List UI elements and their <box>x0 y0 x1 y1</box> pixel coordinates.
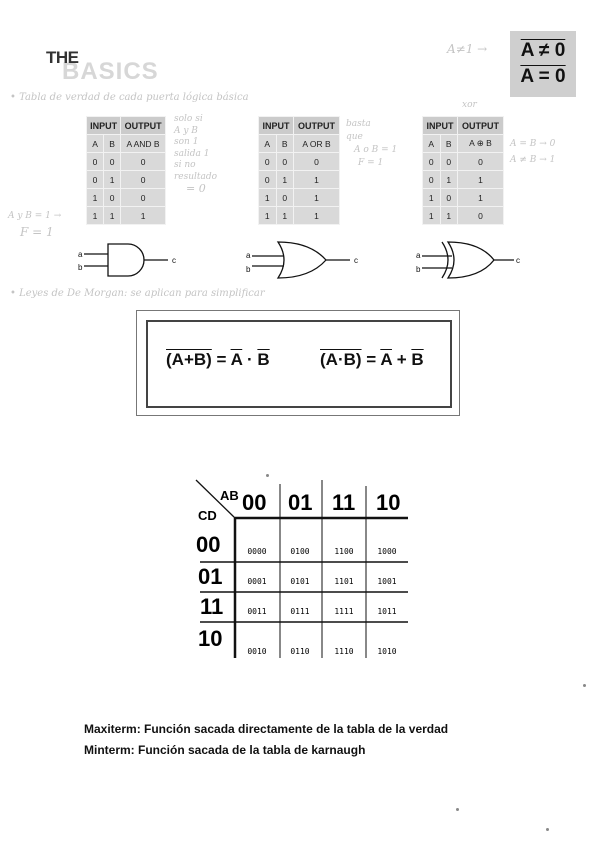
input-header: INPUT <box>423 117 458 135</box>
cell: 0 <box>121 153 166 171</box>
table-row <box>259 171 340 189</box>
col-a: A <box>87 135 104 153</box>
kmap-cell: 0110 <box>290 647 310 656</box>
gate-input-b-label: b <box>78 263 83 272</box>
note-line: solo si <box>174 114 203 124</box>
table-row <box>87 189 166 207</box>
xor-top-note: xor <box>462 100 477 110</box>
eq1-rhs-b: $\overline{B}$ <box>257 350 270 369</box>
kmap-cell: 1011 <box>377 607 397 616</box>
maxiterm-definition: Maxiterm: Función sacada directamente de la tabla de la verdad <box>84 722 449 736</box>
cell: 0 <box>276 189 294 207</box>
table-row <box>259 207 340 225</box>
or-gate-diagram <box>240 236 370 282</box>
scan-speck <box>546 828 549 831</box>
not-box-line2: A = 0 <box>520 66 566 87</box>
cell: 1 <box>87 189 104 207</box>
eq2-equals: = <box>366 350 377 369</box>
kmap-cell: 0001 <box>247 577 267 586</box>
kmap-cell: 1010 <box>377 647 397 656</box>
note-line: resultado <box>174 171 218 182</box>
kmap-cell: 1110 <box>334 647 354 656</box>
output-header: OUTPUT <box>458 117 504 135</box>
header-scribble: A≠1 → <box>447 42 488 56</box>
eq1-equals: = <box>216 350 227 369</box>
and-gate-diagram <box>70 236 190 282</box>
output-header: OUTPUT <box>121 117 166 135</box>
note-line: A y B = 1 → <box>8 211 62 221</box>
cell: 1 <box>294 171 340 189</box>
gates-scribble: • Leyes de De Morgan: se aplican para simplificar <box>10 288 265 299</box>
kmap-col-header: 01 <box>288 490 313 515</box>
note-line: salida 1 <box>174 148 210 159</box>
and-left-note <box>8 208 61 240</box>
scan-speck <box>266 474 269 477</box>
note-line: A y B <box>174 125 198 136</box>
kmap-cd-label: CD <box>198 508 217 523</box>
xor-side-note <box>510 136 555 168</box>
table-header-row <box>87 117 166 135</box>
kmap-col-header: 10 <box>376 490 401 515</box>
kmap-cell: 0100 <box>290 547 310 556</box>
note-line: = 0 <box>186 182 206 195</box>
col-output: A OR B <box>294 135 340 153</box>
input-header: INPUT <box>87 117 121 135</box>
cell: 0 <box>440 153 458 171</box>
col-b: B <box>104 135 121 153</box>
col-a: A <box>423 135 441 153</box>
demorgan-law-2 <box>320 350 424 370</box>
cell: 1 <box>423 207 441 225</box>
note-line: F = 1 <box>358 158 384 168</box>
gate-input-a-label: a <box>416 251 421 260</box>
kmap-col-header: 11 <box>332 490 356 515</box>
cell: 0 <box>121 189 166 207</box>
title-the: THE <box>46 48 79 67</box>
cell: 1 <box>104 207 121 225</box>
kmap-cell: 0010 <box>247 647 267 656</box>
cell: 0 <box>276 153 294 171</box>
table-col-row <box>87 135 166 153</box>
and-truth-table <box>86 116 166 225</box>
table-row <box>259 189 340 207</box>
eq1-dot: · <box>246 350 253 369</box>
cell: 1 <box>104 171 121 189</box>
table-row <box>87 207 166 225</box>
cell: 1 <box>294 207 340 225</box>
and-gate-icon <box>108 244 144 276</box>
gate-input-b-label: b <box>416 265 421 274</box>
kmap-cell: 1001 <box>377 577 397 586</box>
cell: 0 <box>104 153 121 171</box>
col-b: B <box>440 135 458 153</box>
demorgan-law-1 <box>166 350 270 370</box>
table-col-row <box>423 135 504 153</box>
cell: 1 <box>440 207 458 225</box>
note-line: son 1 <box>174 137 199 147</box>
cell: 0 <box>259 153 277 171</box>
kmap-cell: 0101 <box>290 577 310 586</box>
cell: 0 <box>458 207 504 225</box>
note-line: F = 1 <box>20 225 54 239</box>
eq2-rhs-b: $\overline{B}$ <box>411 350 424 369</box>
cell: 0 <box>87 153 104 171</box>
kmap-row-header: 10 <box>198 626 223 651</box>
gate-output-label: c <box>516 256 520 265</box>
gate-output-label: c <box>172 256 176 265</box>
xor-truth-table <box>422 116 504 225</box>
table-row <box>259 153 340 171</box>
table-row <box>423 171 504 189</box>
col-output: A AND B <box>121 135 166 153</box>
not-box-line1: A ≠ 0 <box>520 40 566 61</box>
cell: 0 <box>423 153 441 171</box>
kmap-cell: 1111 <box>334 607 354 616</box>
gate-input-a-label: a <box>78 250 83 259</box>
cell: 1 <box>121 207 166 225</box>
or-side-note <box>346 118 397 170</box>
cell: 0 <box>104 189 121 207</box>
or-gate-icon <box>278 242 326 278</box>
gate-input-a-label: a <box>246 251 251 260</box>
cell: 1 <box>423 189 441 207</box>
eq2-plus: + <box>396 350 407 369</box>
table-row <box>87 153 166 171</box>
cell: 1 <box>440 171 458 189</box>
cell: 1 <box>259 207 277 225</box>
eq1-lhs: (A+B) <box>166 350 212 369</box>
cell: 0 <box>440 189 458 207</box>
cell: 1 <box>458 189 504 207</box>
output-header: OUTPUT <box>294 117 340 135</box>
cell: 1 <box>458 171 504 189</box>
cell: 1 <box>276 207 294 225</box>
not-gate-box <box>510 31 576 97</box>
kmap-cell: 1101 <box>334 577 354 586</box>
cell: 0 <box>458 153 504 171</box>
kmap-ab-label: AB <box>220 488 239 503</box>
cell: 1 <box>276 171 294 189</box>
gate-output-label: c <box>354 256 358 265</box>
scan-speck <box>583 684 586 687</box>
kmap-cell: 0000 <box>247 547 267 556</box>
kmap-cell: 1100 <box>334 547 354 556</box>
kmap-row-header: 00 <box>196 532 221 557</box>
kmap-cell: 0111 <box>290 607 310 616</box>
kmap-row-header: 01 <box>198 564 223 589</box>
minterm-definition: Minterm: Función sacada de la tabla de karnaugh <box>84 743 366 757</box>
table-row <box>423 207 504 225</box>
cell: 0 <box>423 171 441 189</box>
note-line: que <box>346 132 363 142</box>
table-row <box>423 153 504 171</box>
table-row <box>87 171 166 189</box>
table-header-row <box>259 117 340 135</box>
cell: 1 <box>87 207 104 225</box>
table-row <box>423 189 504 207</box>
kmap-col-header: 00 <box>242 490 267 515</box>
eq2-lhs: (A·B) <box>320 350 362 369</box>
col-output: A ⊕ B <box>458 135 504 153</box>
xor-extra-curve <box>442 242 448 278</box>
table-col-row <box>259 135 340 153</box>
eq2-rhs-a: $\overline{A}$ <box>380 350 392 369</box>
cell: 0 <box>294 153 340 171</box>
note-line: si no <box>174 160 196 170</box>
note-line: A o B = 1 <box>354 145 398 155</box>
xor-gate-icon <box>448 242 494 278</box>
xor-gate-diagram <box>410 236 530 282</box>
note-line: basta <box>346 119 371 129</box>
kmap-cell: 1000 <box>377 547 397 556</box>
kmap-cell: 0011 <box>247 607 267 616</box>
input-header: INPUT <box>259 117 294 135</box>
col-b: B <box>276 135 294 153</box>
kmap-row-header: 11 <box>200 594 224 619</box>
gate-input-b-label: b <box>246 265 251 274</box>
cell: 0 <box>121 171 166 189</box>
title-basics: BASICS <box>62 58 159 85</box>
note-line: A = B → 0 <box>510 139 556 149</box>
cell: 0 <box>87 171 104 189</box>
and-side-note <box>174 114 217 195</box>
intro-scribble: • Tabla de verdad de cada puerta lógica básica <box>10 92 249 103</box>
eq1-rhs-a: $\overline{A}$ <box>230 350 243 369</box>
table-header-row <box>423 117 504 135</box>
cell: 1 <box>259 189 277 207</box>
or-truth-table <box>258 116 340 225</box>
col-a: A <box>259 135 277 153</box>
scan-speck <box>456 808 459 811</box>
note-line: A ≠ B → 1 <box>510 155 556 165</box>
karnaugh-map <box>180 470 420 670</box>
cell: 0 <box>259 171 277 189</box>
cell: 1 <box>294 189 340 207</box>
